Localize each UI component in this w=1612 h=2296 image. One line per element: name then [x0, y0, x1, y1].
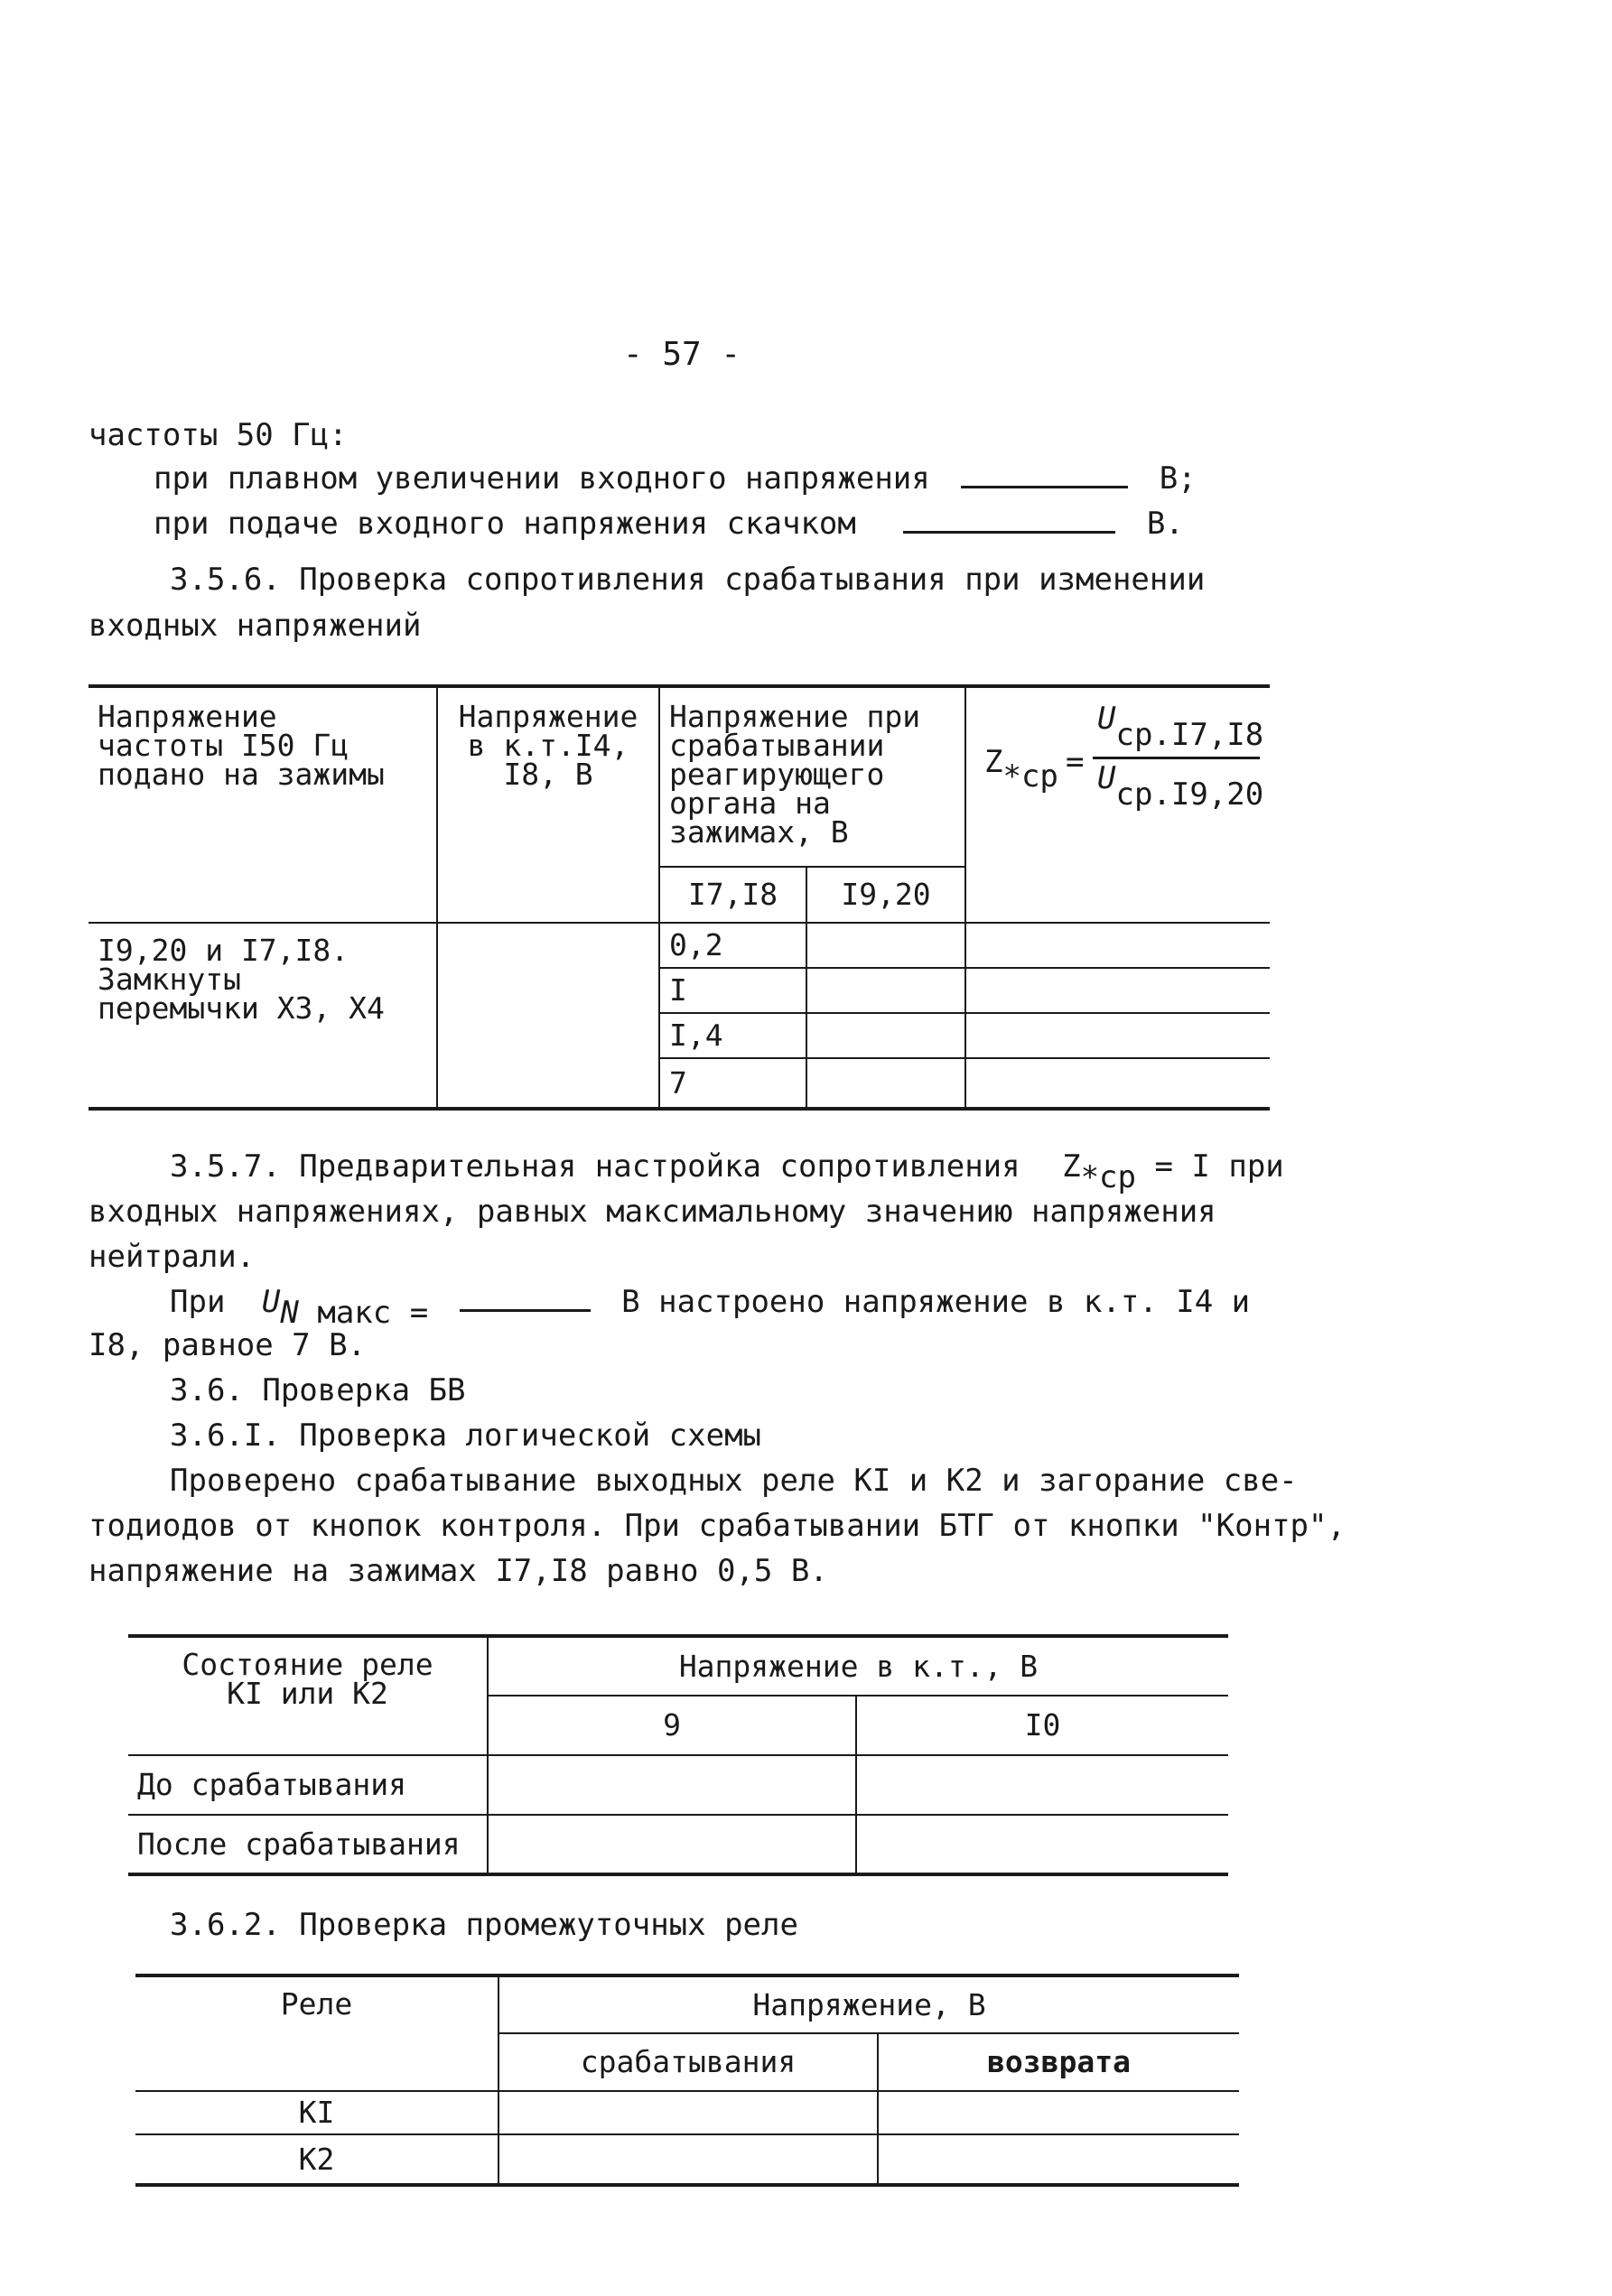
header-cell: [659, 686, 965, 867]
section-357-line-2: входных напряжениях, равных максимальному значению напряжения: [89, 1194, 1216, 1230]
formula-z-sub: *ср: [1002, 758, 1058, 795]
header-voltage-kt: Напряжение в к.т., В: [488, 1636, 1228, 1696]
row-label-cell: [89, 923, 437, 1109]
subheader-return: возврата: [878, 2033, 1239, 2091]
subheader-1920: I9,20: [806, 867, 965, 923]
section-36-para-1: Проверено срабатывание выходных реле KI и K2 и загорание све-: [170, 1463, 1298, 1499]
empty-cell: [965, 1058, 1270, 1109]
empty-cell: [806, 1013, 965, 1058]
subheader-10: I0: [856, 1696, 1228, 1755]
intro-line-1: частоты 50 Гц:: [89, 417, 348, 453]
empty-cell: [856, 1755, 1228, 1815]
section-357-text-a: 3.5.7. Предварительная настройка сопротивления: [170, 1148, 1020, 1185]
section-357-text-b: В настроено напряжение в к.т. I4 и: [621, 1284, 1251, 1320]
section-357-z-symbol: Z: [1062, 1148, 1081, 1185]
header-voltage-kt: Напряжение в к.т.I4, I8, В: [458, 699, 638, 792]
formula-equals: =: [1066, 744, 1085, 780]
section-357-line-4: [170, 1282, 1251, 1331]
row-after-trip: После срабатывания: [128, 1815, 488, 1874]
value-cell: 0,2: [659, 923, 806, 968]
intro-line-3: [154, 504, 1184, 542]
section-356-line-2: входных напряжений: [89, 608, 422, 644]
empty-cell: [965, 923, 1270, 968]
empty-cell: [499, 2134, 878, 2185]
value-cell: I: [659, 968, 806, 1013]
header-relay: Реле: [135, 1975, 499, 2091]
fraction-bar: [1093, 757, 1260, 759]
blank-line: [961, 459, 1128, 488]
empty-cell: [488, 1755, 856, 1815]
section-36-para-3: напряжение на зажимах I7,I8 равно 0,5 В.: [89, 1553, 828, 1589]
intro-line-3-unit: В.: [1146, 506, 1184, 542]
section-357-line-3: нейтрали.: [89, 1239, 256, 1275]
section-357-line-5: I8, равное 7 В.: [89, 1327, 367, 1363]
formula-z-symbol: Z: [984, 744, 1003, 780]
row-relay-k2: K2: [135, 2134, 499, 2185]
formula-den-sub: ср.I9,20: [1115, 776, 1264, 813]
header-cell: [965, 686, 1270, 923]
empty-cell: [965, 968, 1270, 1013]
header-frequency-voltage: Напряжение частоты I50 Гц подано на зажимы: [98, 699, 385, 792]
empty-cell: [437, 923, 659, 1109]
section-362-title: 3.6.2. Проверка промежуточных реле: [170, 1907, 798, 1943]
header-voltage: Напряжение, В: [499, 1975, 1239, 2033]
header-cell: [437, 686, 659, 923]
value-cell: I,4: [659, 1013, 806, 1058]
section-357-line-1: [170, 1148, 1284, 1195]
empty-cell: [806, 968, 965, 1013]
header-cell: [89, 686, 437, 923]
row-before-trip: До срабатывания: [128, 1755, 488, 1815]
subheader-trip: срабатывания: [499, 2033, 878, 2091]
section-36-title: 3.6. Проверка БВ: [170, 1372, 466, 1408]
blank-line: [460, 1282, 591, 1312]
empty-cell: [806, 923, 965, 968]
intro-line-2-unit: В;: [1159, 460, 1197, 497]
page-number: - 57 -: [623, 336, 741, 373]
empty-cell: [878, 2134, 1239, 2185]
section-357-text-b: = I при: [1154, 1148, 1284, 1185]
formula-denominator: [1097, 760, 1264, 813]
table-resistance-check: [89, 684, 1270, 1111]
blank-line: [903, 504, 1115, 534]
table-intermediate-relays: [135, 1974, 1239, 2187]
subheader-1718: I7,I8: [659, 867, 806, 923]
empty-cell: [856, 1815, 1228, 1874]
section-357-u-symbol: U: [261, 1284, 281, 1320]
header-cell: [128, 1636, 488, 1755]
header-z-formula: [975, 701, 1264, 822]
section-357-z: [1062, 1148, 1154, 1195]
formula-num-sub: ср.I7,I8: [1115, 717, 1264, 753]
formula-z: [984, 744, 1058, 795]
header-relay-state: Состояние реле KI или K2: [182, 1647, 433, 1711]
formula-numerator: [1097, 701, 1264, 753]
section-36-para-2: тодиодов от кнопок контроля. При срабатывании БТГ от кнопки "Контр",: [89, 1508, 1346, 1544]
subheader-9: 9: [488, 1696, 856, 1755]
section-357-u-sub: N: [280, 1295, 299, 1331]
value-cell: 7: [659, 1058, 806, 1109]
section-357-u: [261, 1284, 317, 1331]
row-label: I9,20 и I7,I8. Замкнуты перемычки Х3, Х4: [98, 933, 385, 1026]
empty-cell: [499, 2091, 878, 2134]
intro-line-2-text: при плавном увеличении входного напряжения: [154, 460, 930, 497]
empty-cell: [806, 1058, 965, 1109]
intro-line-3-text: при подаче входного напряжения скачком: [154, 506, 856, 542]
section-357-pri: При: [170, 1284, 226, 1320]
intro-line-2: [154, 459, 1197, 497]
empty-cell: [488, 1815, 856, 1874]
section-357-maks: макс =: [317, 1295, 429, 1331]
header-trip-voltage: Напряжение при срабатывании реагирующего органа на зажимах, В: [669, 699, 921, 850]
formula-den-u: U: [1097, 760, 1116, 796]
formula-num-u: U: [1097, 701, 1116, 737]
section-357-z-sub: *ср: [1080, 1159, 1136, 1195]
empty-cell: [965, 1013, 1270, 1058]
row-relay-k1: KI: [135, 2091, 499, 2134]
section-356-line-1: 3.5.6. Проверка сопротивления срабатывания при изменении: [170, 562, 1206, 598]
empty-cell: [878, 2091, 1239, 2134]
table-relay-state: [128, 1634, 1228, 1876]
section-361-title: 3.6.I. Проверка логической схемы: [170, 1418, 762, 1454]
